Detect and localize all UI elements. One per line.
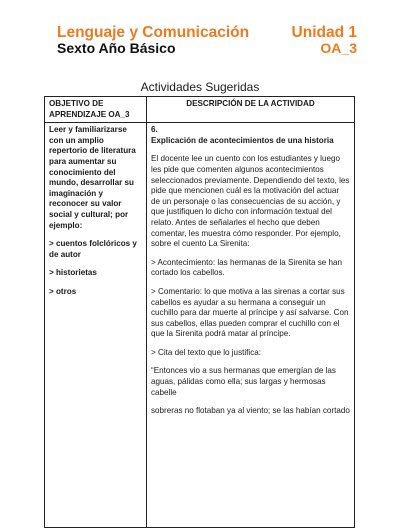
description-cell <box>147 123 355 528</box>
activities-table <box>44 96 355 528</box>
objective-intro: Leer y familiarizarse con un amplio repertorio de literatura para aumentar su conocimiento del mundo, desarrollar su imaginación y reconocer su valor social y cultural; por ejemplo: <box>49 125 136 230</box>
activity-paragraph: > Cita del texto que lo justifica: <box>151 347 262 357</box>
activity-paragraph: > Acontecimiento: las hermanas de la Sirenita se han cortado los cabellos. <box>151 257 342 278</box>
objective-item: > otros <box>49 286 77 296</box>
objective-header: OBJETIVO DE APRENDIZAJE OA_3 <box>45 97 147 123</box>
objective-item: > cuentos folclóricos y de autor <box>49 239 137 259</box>
description-body <box>151 125 350 525</box>
activity-paragraph: sobreras no flotaban ya al viento; se las habían cortado <box>151 406 350 416</box>
table-header-row <box>45 97 355 123</box>
activity-paragraph: El docente lee un cuento con los estudiantes y luego les pide que comenten algunos acontecimientos seleccionados previamente. Dependiendo del texto, les pide que mencionen cuál es la motivación del actuar de un personaje o las consecuencias de su acción, y que justifiquen lo dicho con información textual del relato. Antes de señalarles el hecho que deben comentar, les muestra cómo responder. Por ejemplo, sobre el cuento La Sirenita: <box>151 154 350 249</box>
description-header: DESCRIPCIÓN DE LA ACTIVIDAD <box>147 97 355 123</box>
section-title: Actividades Sugeridas <box>140 80 260 94</box>
page-header <box>0 0 400 60</box>
table-row <box>45 123 355 528</box>
subject-title: Lenguaje y Comunicación <box>57 24 250 41</box>
activity-title: Explicación de acontecimientos de una historia <box>151 135 334 145</box>
objective-item: > historietas <box>49 268 97 278</box>
grade-label: Sexto Año Básico <box>57 40 176 56</box>
objective-cell <box>45 123 147 528</box>
activity-paragraph: > Comentario: lo que motiva a las sirenas a cortar sus cabellos es ayudar a su hermana a conseguir un cuchillo para dar muerte al príncipe y así salvarse. Con sus cabellos, ellas pueden comprar el cuchillo con el que la Sirenita podrá matar al príncipe. <box>151 286 349 339</box>
activity-number: 6. <box>151 125 158 135</box>
activity-paragraph: “Entonces vio a sus hermanas que emergían de las aguas, pálidas como ella; sus largas y hermosas cabelle <box>151 366 336 397</box>
unit-label: Unidad 1 <box>291 24 357 41</box>
oa-label: OA_3 <box>320 40 357 56</box>
